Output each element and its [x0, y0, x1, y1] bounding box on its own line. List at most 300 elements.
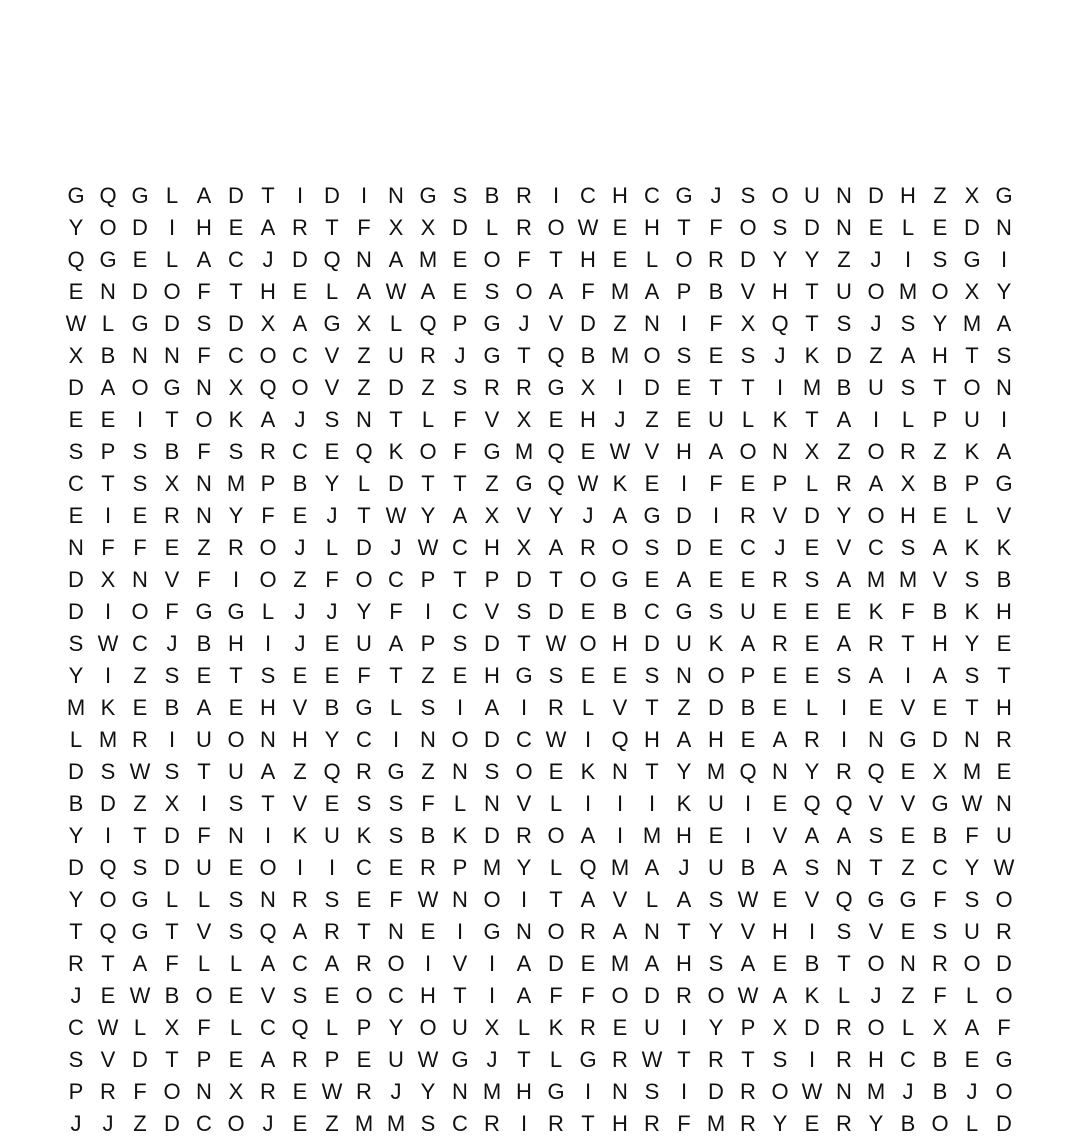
letter-cell[interactable]: E [740, 567, 756, 592]
letter-cell[interactable]: O [707, 983, 725, 1008]
letter-cell[interactable]: O [579, 631, 597, 656]
letter-cell[interactable]: E [324, 983, 340, 1008]
letter-cell[interactable]: V [516, 503, 532, 528]
letter-cell[interactable]: M [962, 759, 982, 784]
letter-cell[interactable]: L [901, 1015, 915, 1040]
letter-cell[interactable]: E [772, 599, 788, 624]
letter-cell[interactable]: V [164, 567, 180, 592]
letter-cell[interactable]: S [708, 887, 724, 912]
letter-cell[interactable]: S [804, 855, 820, 880]
letter-cell[interactable]: H [420, 983, 436, 1008]
letter-cell[interactable]: N [836, 1079, 852, 1104]
letter-cell[interactable]: K [964, 535, 980, 560]
letter-cell[interactable]: F [933, 983, 947, 1008]
letter-cell[interactable]: S [164, 759, 180, 784]
letter-cell[interactable]: S [228, 919, 244, 944]
letter-cell[interactable]: I [424, 951, 432, 976]
letter-cell[interactable]: L [229, 1015, 243, 1040]
letter-cell[interactable]: D [388, 375, 404, 400]
letter-cell[interactable]: A [932, 663, 948, 688]
letter-cell[interactable]: V [868, 919, 884, 944]
letter-cell[interactable]: U [388, 1047, 404, 1072]
letter-cell[interactable]: S [356, 791, 372, 816]
letter-cell[interactable]: G [547, 1079, 565, 1104]
letter-cell[interactable]: P [676, 279, 692, 304]
letter-cell[interactable]: F [901, 599, 915, 624]
letter-cell[interactable]: L [517, 1015, 531, 1040]
letter-cell[interactable]: Y [964, 855, 980, 880]
letter-cell[interactable]: J [294, 407, 306, 432]
letter-cell[interactable]: R [868, 631, 884, 656]
letter-cell[interactable]: A [836, 631, 852, 656]
letter-cell[interactable]: J [102, 1111, 114, 1136]
letter-cell[interactable]: H [996, 695, 1012, 720]
letter-cell[interactable]: O [195, 407, 213, 432]
letter-cell[interactable]: N [260, 727, 276, 752]
letter-cell[interactable]: E [804, 535, 820, 560]
letter-cell[interactable]: Y [68, 887, 84, 912]
letter-cell[interactable]: L [549, 1047, 563, 1072]
letter-cell[interactable]: B [164, 983, 180, 1008]
letter-cell[interactable]: B [804, 951, 820, 976]
letter-cell[interactable]: M [98, 727, 118, 752]
letter-cell[interactable]: D [484, 823, 500, 848]
letter-cell[interactable]: A [612, 503, 628, 528]
letter-cell[interactable]: T [933, 375, 947, 400]
letter-cell[interactable]: J [454, 343, 466, 368]
letter-cell[interactable]: E [324, 663, 340, 688]
letter-cell[interactable]: N [836, 183, 852, 208]
letter-cell[interactable]: I [744, 823, 752, 848]
letter-cell[interactable]: A [196, 183, 212, 208]
letter-cell[interactable]: N [388, 919, 404, 944]
letter-cell[interactable]: A [644, 855, 660, 880]
letter-cell[interactable]: A [996, 311, 1012, 336]
letter-cell[interactable]: I [488, 951, 496, 976]
letter-cell[interactable]: S [900, 375, 916, 400]
letter-cell[interactable]: W [737, 887, 759, 912]
letter-cell[interactable]: D [644, 375, 660, 400]
letter-cell[interactable]: S [68, 1047, 84, 1072]
letter-cell[interactable]: C [196, 1111, 212, 1136]
letter-cell[interactable]: G [995, 1047, 1013, 1072]
letter-cell[interactable]: Y [804, 247, 820, 272]
letter-cell[interactable]: U [356, 631, 372, 656]
letter-cell[interactable]: O [131, 375, 149, 400]
letter-cell[interactable]: F [261, 503, 275, 528]
letter-cell[interactable]: U [804, 183, 820, 208]
letter-cell[interactable]: O [259, 535, 277, 560]
letter-cell[interactable]: Y [868, 1111, 884, 1136]
letter-cell[interactable]: O [995, 887, 1013, 912]
letter-cell[interactable]: E [548, 759, 564, 784]
letter-cell[interactable]: T [549, 567, 563, 592]
letter-cell[interactable]: K [964, 439, 980, 464]
letter-cell[interactable]: F [709, 215, 723, 240]
letter-cell[interactable]: D [996, 951, 1012, 976]
letter-cell[interactable]: W [993, 855, 1015, 880]
letter-cell[interactable]: Q [547, 439, 565, 464]
letter-cell[interactable]: T [677, 919, 691, 944]
letter-cell[interactable]: I [424, 599, 432, 624]
letter-cell[interactable]: O [611, 983, 629, 1008]
letter-cell[interactable]: F [165, 599, 179, 624]
letter-cell[interactable]: W [97, 631, 119, 656]
letter-cell[interactable]: F [197, 343, 211, 368]
letter-cell[interactable]: Y [68, 663, 84, 688]
letter-cell[interactable]: C [356, 855, 372, 880]
letter-cell[interactable]: H [932, 343, 948, 368]
letter-cell[interactable]: A [740, 951, 756, 976]
letter-cell[interactable]: R [292, 215, 308, 240]
letter-cell[interactable]: N [996, 215, 1012, 240]
letter-cell[interactable]: E [612, 247, 628, 272]
letter-cell[interactable]: E [676, 375, 692, 400]
letter-cell[interactable]: Z [645, 407, 659, 432]
letter-cell[interactable]: T [389, 407, 403, 432]
letter-cell[interactable]: B [484, 183, 500, 208]
letter-cell[interactable]: Q [323, 247, 341, 272]
letter-cell[interactable]: S [964, 567, 980, 592]
letter-cell[interactable]: T [453, 471, 467, 496]
letter-cell[interactable]: A [868, 663, 884, 688]
letter-cell[interactable]: L [389, 695, 403, 720]
letter-cell[interactable]: J [614, 407, 626, 432]
letter-cell[interactable]: Y [964, 631, 980, 656]
letter-cell[interactable]: Z [133, 791, 147, 816]
letter-cell[interactable]: I [456, 919, 464, 944]
letter-cell[interactable]: L [901, 407, 915, 432]
letter-cell[interactable]: C [388, 983, 404, 1008]
letter-cell[interactable]: M [898, 279, 918, 304]
letter-cell[interactable]: P [356, 1015, 372, 1040]
letter-cell[interactable]: E [100, 407, 116, 432]
letter-cell[interactable]: Z [901, 855, 915, 880]
letter-cell[interactable]: A [676, 567, 692, 592]
letter-cell[interactable]: D [164, 311, 180, 336]
letter-cell[interactable]: N [772, 439, 788, 464]
letter-cell[interactable]: V [292, 695, 308, 720]
letter-cell[interactable]: T [133, 823, 147, 848]
letter-cell[interactable]: P [932, 407, 948, 432]
letter-cell[interactable]: E [548, 407, 564, 432]
letter-cell[interactable]: Y [804, 759, 820, 784]
letter-cell[interactable]: R [356, 1079, 372, 1104]
letter-cell[interactable]: U [644, 1015, 660, 1040]
letter-cell[interactable]: V [772, 503, 788, 528]
letter-cell[interactable]: B [164, 439, 180, 464]
letter-cell[interactable]: A [772, 855, 788, 880]
letter-cell[interactable]: W [641, 1047, 663, 1072]
letter-cell[interactable]: B [900, 1111, 916, 1136]
letter-cell[interactable]: T [517, 631, 531, 656]
letter-cell[interactable]: P [100, 439, 116, 464]
letter-cell[interactable]: V [612, 695, 628, 720]
letter-cell[interactable]: A [196, 695, 212, 720]
letter-cell[interactable]: R [420, 343, 436, 368]
letter-cell[interactable]: E [964, 1047, 980, 1072]
letter-cell[interactable]: J [326, 503, 338, 528]
letter-cell[interactable]: J [870, 247, 882, 272]
letter-cell[interactable]: F [133, 1079, 147, 1104]
letter-cell[interactable]: Q [835, 887, 853, 912]
letter-cell[interactable]: I [584, 727, 592, 752]
letter-cell[interactable]: A [996, 439, 1012, 464]
letter-cell[interactable]: T [389, 663, 403, 688]
letter-cell[interactable]: Y [68, 823, 84, 848]
letter-cell[interactable]: X [420, 215, 436, 240]
letter-cell[interactable]: O [579, 567, 597, 592]
letter-cell[interactable]: N [164, 343, 180, 368]
letter-cell[interactable]: W [321, 1079, 343, 1104]
letter-cell[interactable]: M [642, 823, 662, 848]
letter-cell[interactable]: R [324, 919, 340, 944]
letter-cell[interactable]: X [804, 439, 820, 464]
letter-cell[interactable]: Y [68, 215, 84, 240]
letter-cell[interactable]: F [357, 215, 371, 240]
letter-cell[interactable]: A [644, 951, 660, 976]
letter-cell[interactable]: X [900, 471, 916, 496]
letter-cell[interactable]: T [421, 471, 435, 496]
letter-cell[interactable]: T [869, 855, 883, 880]
letter-cell[interactable]: P [452, 311, 468, 336]
letter-cell[interactable]: D [132, 1047, 148, 1072]
letter-cell[interactable]: H [196, 215, 212, 240]
letter-cell[interactable]: A [708, 439, 724, 464]
letter-cell[interactable]: C [260, 1015, 276, 1040]
letter-cell[interactable]: M [354, 1111, 374, 1136]
letter-cell[interactable]: R [516, 375, 532, 400]
letter-cell[interactable]: J [294, 535, 306, 560]
letter-cell[interactable]: C [68, 1015, 84, 1040]
letter-cell[interactable]: G [675, 599, 693, 624]
letter-cell[interactable]: U [708, 855, 724, 880]
letter-cell[interactable]: R [356, 951, 372, 976]
letter-cell[interactable]: D [516, 567, 532, 592]
letter-cell[interactable]: O [259, 855, 277, 880]
letter-cell[interactable]: X [964, 279, 980, 304]
letter-cell[interactable]: Y [420, 1079, 436, 1104]
letter-cell[interactable]: Z [421, 759, 435, 784]
letter-cell[interactable]: L [805, 471, 819, 496]
letter-cell[interactable]: C [580, 183, 596, 208]
letter-cell[interactable]: S [260, 663, 276, 688]
letter-cell[interactable]: I [168, 727, 176, 752]
letter-cell[interactable]: V [932, 567, 948, 592]
letter-cell[interactable]: T [357, 503, 371, 528]
letter-cell[interactable]: S [740, 183, 756, 208]
letter-cell[interactable]: T [997, 663, 1011, 688]
letter-cell[interactable]: B [932, 471, 948, 496]
letter-cell[interactable]: T [261, 183, 275, 208]
letter-cell[interactable]: E [420, 919, 436, 944]
letter-cell[interactable]: R [996, 919, 1012, 944]
letter-cell[interactable]: A [644, 279, 660, 304]
letter-cell[interactable]: I [520, 887, 528, 912]
letter-cell[interactable]: Q [99, 919, 117, 944]
letter-cell[interactable]: A [804, 823, 820, 848]
letter-cell[interactable]: S [68, 631, 84, 656]
letter-cell[interactable]: L [549, 855, 563, 880]
letter-cell[interactable]: T [69, 919, 83, 944]
letter-cell[interactable]: A [964, 1015, 980, 1040]
letter-cell[interactable]: L [133, 1015, 147, 1040]
letter-cell[interactable]: G [995, 183, 1013, 208]
letter-cell[interactable]: E [644, 567, 660, 592]
letter-cell[interactable]: C [452, 1111, 468, 1136]
letter-cell[interactable]: O [419, 439, 437, 464]
letter-cell[interactable]: Z [837, 439, 851, 464]
letter-cell[interactable]: V [868, 791, 884, 816]
letter-cell[interactable]: J [902, 1079, 914, 1104]
letter-cell[interactable]: X [484, 503, 500, 528]
letter-cell[interactable]: O [643, 343, 661, 368]
letter-cell[interactable]: S [388, 791, 404, 816]
letter-cell[interactable]: I [904, 663, 912, 688]
letter-cell[interactable]: A [932, 535, 948, 560]
letter-cell[interactable]: R [644, 1111, 660, 1136]
letter-cell[interactable]: E [228, 695, 244, 720]
letter-cell[interactable]: N [996, 791, 1012, 816]
letter-cell[interactable]: U [324, 823, 340, 848]
letter-cell[interactable]: I [872, 407, 880, 432]
letter-cell[interactable]: I [584, 791, 592, 816]
letter-cell[interactable]: D [644, 983, 660, 1008]
letter-cell[interactable]: L [965, 1111, 979, 1136]
letter-cell[interactable]: G [579, 1047, 597, 1072]
letter-cell[interactable]: C [868, 535, 884, 560]
letter-cell[interactable]: J [262, 1111, 274, 1136]
letter-cell[interactable]: Z [933, 439, 947, 464]
letter-cell[interactable]: A [548, 535, 564, 560]
letter-cell[interactable]: D [676, 503, 692, 528]
letter-cell[interactable]: H [612, 631, 628, 656]
letter-cell[interactable]: U [964, 407, 980, 432]
letter-cell[interactable]: E [292, 279, 308, 304]
letter-cell[interactable]: H [900, 183, 916, 208]
letter-cell[interactable]: S [804, 567, 820, 592]
letter-cell[interactable]: X [964, 183, 980, 208]
letter-cell[interactable]: X [100, 567, 116, 592]
letter-cell[interactable]: N [132, 567, 148, 592]
letter-cell[interactable]: M [866, 567, 886, 592]
letter-cell[interactable]: F [549, 983, 563, 1008]
letter-cell[interactable]: L [805, 695, 819, 720]
letter-cell[interactable]: E [708, 823, 724, 848]
letter-cell[interactable]: W [385, 503, 407, 528]
letter-cell[interactable]: E [228, 215, 244, 240]
letter-cell[interactable]: C [228, 247, 244, 272]
letter-cell[interactable]: P [772, 471, 788, 496]
letter-cell[interactable]: X [228, 1079, 244, 1104]
letter-cell[interactable]: U [196, 855, 212, 880]
letter-cell[interactable]: P [324, 1047, 340, 1072]
letter-cell[interactable]: I [680, 1015, 688, 1040]
letter-cell[interactable]: J [294, 631, 306, 656]
letter-cell[interactable]: D [580, 311, 596, 336]
letter-cell[interactable]: Z [133, 1111, 147, 1136]
letter-cell[interactable]: E [772, 663, 788, 688]
letter-cell[interactable]: Z [293, 759, 307, 784]
letter-cell[interactable]: S [452, 183, 468, 208]
letter-cell[interactable]: L [261, 599, 275, 624]
letter-cell[interactable]: I [360, 183, 368, 208]
letter-cell[interactable]: D [644, 631, 660, 656]
letter-cell[interactable]: H [260, 279, 276, 304]
letter-cell[interactable]: H [676, 439, 692, 464]
letter-cell[interactable]: L [325, 535, 339, 560]
letter-cell[interactable]: O [995, 1079, 1013, 1104]
letter-cell[interactable]: T [549, 887, 563, 912]
letter-cell[interactable]: R [836, 471, 852, 496]
letter-cell[interactable]: G [483, 343, 501, 368]
letter-cell[interactable]: D [68, 599, 84, 624]
letter-cell[interactable]: R [580, 1015, 596, 1040]
letter-cell[interactable]: H [932, 631, 948, 656]
letter-cell[interactable]: K [868, 599, 884, 624]
letter-cell[interactable]: J [774, 535, 786, 560]
letter-cell[interactable]: D [68, 855, 84, 880]
letter-cell[interactable]: L [485, 215, 499, 240]
letter-cell[interactable]: G [131, 887, 149, 912]
letter-cell[interactable]: Q [99, 183, 117, 208]
letter-cell[interactable]: R [836, 759, 852, 784]
letter-cell[interactable]: U [388, 343, 404, 368]
letter-cell[interactable]: Z [357, 343, 371, 368]
letter-cell[interactable]: O [963, 951, 981, 976]
letter-cell[interactable]: M [802, 375, 822, 400]
letter-cell[interactable]: R [260, 1079, 276, 1104]
letter-cell[interactable]: R [548, 1111, 564, 1136]
letter-cell[interactable]: L [197, 951, 211, 976]
letter-cell[interactable]: J [774, 343, 786, 368]
letter-cell[interactable]: T [805, 407, 819, 432]
letter-cell[interactable]: I [296, 183, 304, 208]
letter-cell[interactable]: Z [933, 183, 947, 208]
letter-cell[interactable]: S [132, 439, 148, 464]
letter-cell[interactable]: R [900, 439, 916, 464]
letter-cell[interactable]: L [325, 1015, 339, 1040]
letter-cell[interactable]: R [292, 1047, 308, 1072]
letter-cell[interactable]: R [580, 535, 596, 560]
letter-cell[interactable]: W [385, 279, 407, 304]
letter-cell[interactable]: I [104, 599, 112, 624]
letter-cell[interactable]: O [387, 951, 405, 976]
letter-cell[interactable]: Y [324, 727, 340, 752]
letter-cell[interactable]: F [197, 439, 211, 464]
letter-cell[interactable]: E [836, 599, 852, 624]
letter-cell[interactable]: A [836, 567, 852, 592]
letter-cell[interactable]: G [387, 759, 405, 784]
letter-cell[interactable]: N [900, 951, 916, 976]
letter-cell[interactable]: O [483, 247, 501, 272]
letter-cell[interactable]: S [964, 887, 980, 912]
letter-cell[interactable]: T [101, 471, 115, 496]
letter-cell[interactable]: A [740, 631, 756, 656]
letter-cell[interactable]: Q [739, 759, 757, 784]
letter-cell[interactable]: Q [611, 727, 629, 752]
letter-cell[interactable]: R [356, 759, 372, 784]
letter-cell[interactable]: E [580, 663, 596, 688]
letter-cell[interactable]: Q [835, 791, 853, 816]
letter-cell[interactable]: N [452, 759, 468, 784]
letter-cell[interactable]: H [772, 919, 788, 944]
letter-cell[interactable]: E [708, 567, 724, 592]
letter-cell[interactable]: W [545, 727, 567, 752]
letter-cell[interactable]: H [644, 215, 660, 240]
letter-cell[interactable]: B [68, 791, 84, 816]
letter-cell[interactable]: O [451, 727, 469, 752]
